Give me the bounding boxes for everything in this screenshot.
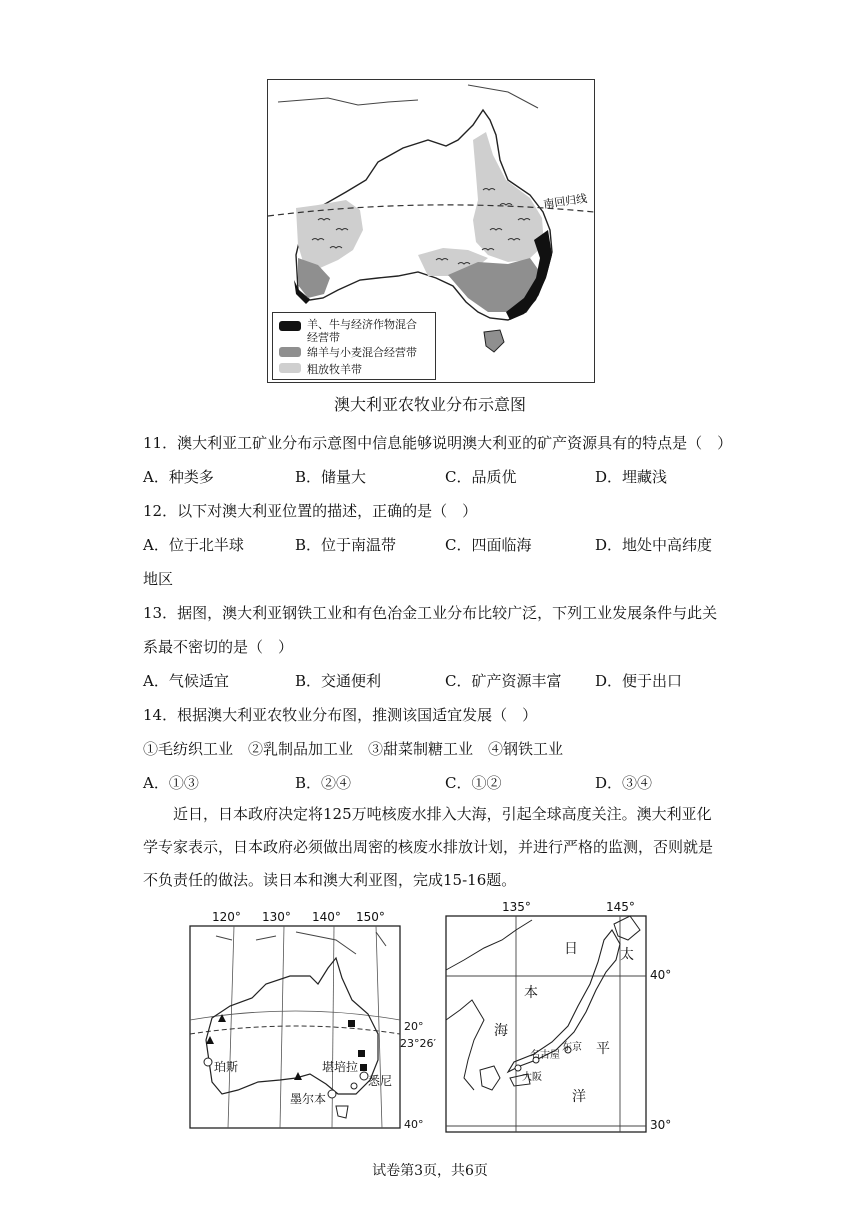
- legend-label-mixed-line1: 羊、牛与经济作物混合: [307, 318, 417, 331]
- city-perth-marker: [204, 1058, 212, 1066]
- q11-option-a: A．种类多: [143, 468, 214, 486]
- australia-agriculture-map: [267, 79, 595, 383]
- q14-items: ①毛纺织工业 ②乳制品加工业 ③甜菜制糖工业 ④钢铁工业: [143, 740, 564, 758]
- lon-label-120: 120°: [212, 910, 241, 924]
- q14-option-a: A．①③: [143, 774, 199, 792]
- legend: [272, 312, 436, 380]
- sea-label-hai: 海: [494, 1023, 508, 1039]
- lat-label-20: 20°: [404, 1020, 424, 1033]
- lat-label-tropic: 23°26′: [400, 1037, 436, 1050]
- legend-swatch-grazing: [279, 363, 301, 373]
- q13-stem-line1: 13．据图，澳大利亚钢铁工业和有色冶金工业分布比较广泛，下列工业发展条件与此关: [143, 604, 718, 622]
- sea-label-tai: 太: [620, 947, 634, 963]
- sea-label-ben: 本: [524, 985, 538, 1001]
- figure1-caption: 澳大利亚农牧业分布示意图: [333, 395, 526, 414]
- q11-option-c: C．品质优: [445, 468, 517, 486]
- q11-option-b: B．储量大: [295, 468, 367, 486]
- city-canberra-marker: [351, 1083, 357, 1089]
- passage-line-3: 不负责任的做法。读日本和澳大利亚图，完成15-16题。: [143, 871, 517, 889]
- q12-option-c: C．四面临海: [445, 536, 532, 554]
- mine-square-2: [358, 1050, 365, 1057]
- legend-swatch-sheep-wheat: [279, 347, 301, 357]
- city-label-tokyo: 东京: [562, 1042, 582, 1053]
- q14-option-d: D．③④: [595, 774, 653, 792]
- city-label-nagoya: 名古屋: [530, 1050, 560, 1061]
- city-label-osaka: 大阪: [522, 1072, 542, 1083]
- passage: [143, 798, 723, 897]
- q13-option-b: B．交通便利: [295, 672, 382, 690]
- city-label-sydney: 悉尼: [368, 1074, 393, 1088]
- extensive-grazing-zone-east: [473, 132, 544, 262]
- lat-label-40: 40°: [404, 1118, 424, 1131]
- q14-stem: 14．根据澳大利亚农牧业分布图，推测该国适宜发展（ ）: [143, 706, 538, 724]
- q13-stem-line2: 系最不密切的是（ ）: [143, 638, 294, 656]
- sea-label-yang: 洋: [572, 1089, 586, 1105]
- lon-label-140: 140°: [312, 910, 341, 924]
- legend-label-sheep-wheat: 绵羊与小麦混合经营带: [307, 346, 417, 359]
- lon-label-135: 135°: [502, 900, 531, 914]
- q11-option-d: D．埋藏浅: [595, 468, 668, 486]
- q14-option-c: C．①②: [445, 774, 502, 792]
- lat-label-40: 40°: [650, 968, 672, 982]
- q13-option-c: C．矿产资源丰富: [445, 672, 562, 690]
- q12-stem: 12．以下对澳大利亚位置的描述，正确的是（ ）: [143, 502, 478, 520]
- legend-swatch-mixed: [279, 321, 301, 331]
- city-label-canberra: 堪培拉: [322, 1060, 359, 1074]
- lon-label-130: 130°: [262, 910, 291, 924]
- lon-label-150: 150°: [356, 910, 385, 924]
- lon-label-145: 145°: [606, 900, 635, 914]
- city-osaka-marker: [515, 1065, 521, 1071]
- northern-islands: [278, 85, 538, 108]
- sea-label-ping: 平: [596, 1041, 610, 1057]
- tasmania: [484, 330, 504, 352]
- lat-label-30: 30°: [650, 1118, 672, 1132]
- q12-option-a: A．位于北半球: [143, 536, 244, 554]
- passage-line-1: 近日，日本政府决定将125万吨核废水排入大海，引起全球高度关注。澳大利亚化: [173, 805, 712, 823]
- japan-map-svg: [444, 900, 684, 1140]
- australia-map: [186, 910, 436, 1140]
- q12-option-d-continuation: 地区: [143, 570, 174, 588]
- japan-map: [444, 900, 684, 1140]
- q13-option-a: A．气候适宜: [143, 672, 229, 690]
- city-melbourne-marker: [328, 1090, 336, 1098]
- mine-square-1: [348, 1020, 355, 1027]
- city-sydney-marker: [360, 1072, 368, 1080]
- q12-option-d: D．地处中高纬度: [595, 536, 713, 554]
- sea-label-ri: 日: [564, 941, 578, 957]
- city-label-melbourne: 墨尔本: [290, 1092, 327, 1106]
- mine-square-3: [360, 1064, 367, 1071]
- legend-label-grazing: 粗放牧羊带: [307, 363, 362, 376]
- tropic-label: 南回归线: [542, 191, 588, 211]
- passage-line-2: 学专家表示，日本政府必须做出周密的核废水排放计划，并进行严格的监测，否则就是: [143, 838, 714, 856]
- legend-label-mixed-line2: 经营带: [307, 331, 340, 344]
- page-footer: 试卷第3页，共6页: [372, 1163, 488, 1179]
- q13-option-d: D．便于出口: [595, 672, 683, 690]
- city-label-perth: 珀斯: [214, 1060, 239, 1074]
- q14-option-b: B．②④: [295, 774, 352, 792]
- q11-stem: 11．澳大利亚工矿业分布示意图中信息能够说明澳大利亚的矿产资源具有的特点是（ ）: [143, 434, 733, 452]
- q12-option-b: B．位于南温带: [295, 536, 397, 554]
